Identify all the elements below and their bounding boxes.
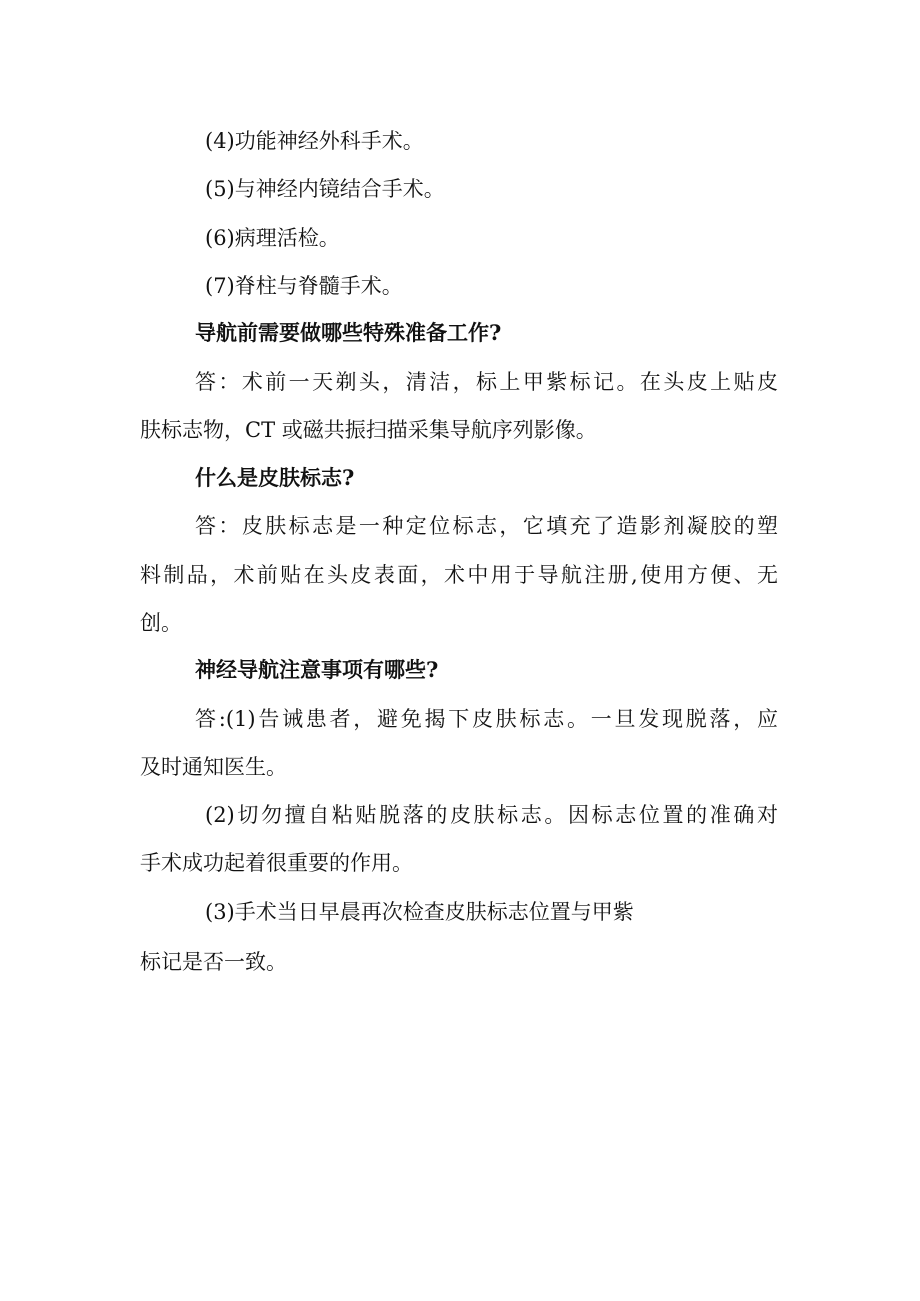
precaution-item-2-line-1: (2)切勿擅自粘贴脱落的皮肤标志。因标志位置的准确对 [205,803,778,827]
answer-skin-marker-line-3: 创。 [140,611,182,635]
list-item-6: (6)病理活检。 [205,226,340,250]
section-heading-preparation: 导航前需要做哪些特殊准备工作? [195,320,502,345]
answer-skin-marker-line-2: 料制品，术前贴在头皮表面，术中用于导航注册,使用方便、无 [140,563,778,587]
list-item-7: (7)脊柱与脊髓手术。 [205,274,403,298]
section-heading-skin-marker: 什么是皮肤标志? [195,465,355,490]
list-item-5: (5)与神经内镜结合手术。 [205,177,445,201]
list-item-4: (4)功能神经外科手术。 [205,129,424,153]
answer-preparation-line-1: 答：术前一天剃头，清洁，标上甲紫标记。在头皮上贴皮 [195,370,778,394]
answer-precautions-line-2: 及时通知医生。 [140,755,287,779]
answer-preparation-line-2: 肤标志物，CT 或磁共振扫描采集导航序列影像。 [140,418,597,442]
precaution-item-3-line-2: 标记是否一致。 [140,950,287,974]
precaution-item-3-line-1: (3)手术当日早晨再次检查皮肤标志位置与甲紫 [205,900,634,924]
precaution-item-2-line-2: 手术成功起着很重要的作用。 [140,851,413,875]
answer-skin-marker-line-1: 答：皮肤标志是一种定位标志，它填充了造影剂凝胶的塑 [195,514,778,538]
answer-precautions-line-1: 答:(1)告诫患者，避免揭下皮肤标志。一旦发现脱落，应 [195,707,778,731]
section-heading-precautions: 神经导航注意事项有哪些? [195,657,439,682]
